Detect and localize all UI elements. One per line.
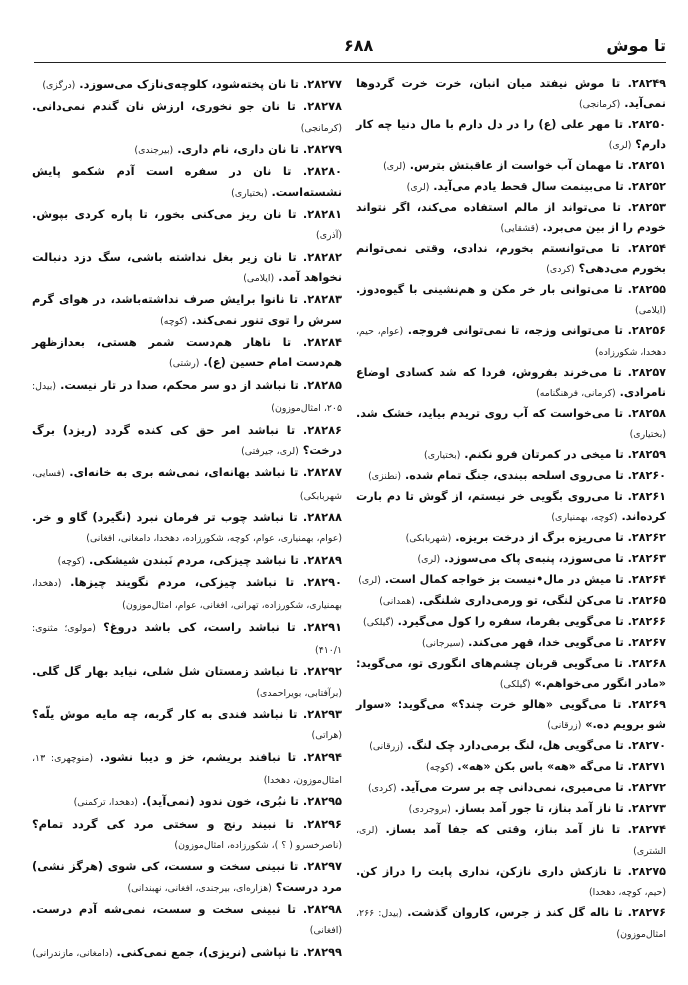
source-note: (بیرجندی) <box>134 145 174 157</box>
entry-number: ۲۸۲۷۱. <box>627 760 666 773</box>
page-number: ۶۸۸ <box>344 36 374 55</box>
proverb-entry <box>32 139 342 161</box>
source-note: (بیدل: ۲۶۶، امثال‌موزون) <box>356 908 666 940</box>
entry-number: ۲۸۲۵۱. <box>627 159 666 172</box>
proverb-entry <box>356 404 666 445</box>
proverb-entry <box>32 899 342 942</box>
proverb-entry <box>356 778 666 799</box>
proverb-entry <box>356 528 666 549</box>
proverb-text: تا می‌خواست که آب روی تریدم بیاید، خشک شد. <box>356 407 624 420</box>
proverb-text: تا می‌گویی بفرما، سفره را کول می‌گیرد. <box>397 615 624 628</box>
entry-number: ۲۸۲۷۴. <box>627 823 666 836</box>
proverb-text: تا نان داری، نام داری. <box>177 142 299 157</box>
entry-number: ۲۸۲۶۹. <box>627 698 666 711</box>
source-note: (آذری) <box>316 230 342 242</box>
proverb-text: تا می‌توانی وزجه، تا نمی‌توانی فروجه. <box>407 324 623 337</box>
right-column <box>356 74 666 945</box>
entry-number: ۲۸۲۶۰. <box>627 469 666 482</box>
proverb-entry <box>32 375 342 420</box>
proverb-entry <box>356 321 666 363</box>
source-note: (همدانی) <box>379 596 415 607</box>
source-note: (هزاره‌ای، بیرجندی، افغانی، نهبندانی) <box>127 882 272 894</box>
proverb-entry <box>32 204 342 247</box>
proverb-text: تا مهمان آب خواست از عاقبتش بترس. <box>409 159 624 172</box>
source-note: (فسایی، شهربابکی) <box>32 468 342 502</box>
proverb-entry <box>32 74 342 96</box>
source-note: (دامغانی، مازندرانی) <box>32 947 113 959</box>
proverb-text: تا نان در سفره است آدم شکمو پایش نشسته‌است. <box>32 164 342 199</box>
proverb-text: تا ناهار هم‌دست شمر هستی، بعدازظهر هم‌دست امام حسین (ع). <box>32 335 342 370</box>
proverb-entry <box>32 856 342 899</box>
proverb-entry <box>356 633 666 654</box>
entry-number: ۲۸۲۷۵. <box>627 865 666 878</box>
proverb-text: تا می‌گویی هل، لنگ برمی‌دارد چک لنگ. <box>407 739 624 752</box>
entry-number: ۲۸۲۵۰. <box>627 118 666 131</box>
proverb-text: تا نان پخته‌شود، کلوچه‌ی‌نازک می‌سوزد. <box>79 77 299 91</box>
proverb-entry <box>32 617 342 662</box>
entry-number: ۲۸۲۷۸. <box>302 99 342 114</box>
entry-number: ۲۸۲۵۲. <box>627 180 666 193</box>
source-note: (عوام، حیم، دهخدا، شکورزاده) <box>356 326 666 358</box>
source-note: (بختیاری) <box>629 429 666 440</box>
proverb-entry <box>356 549 666 570</box>
entry-number: ۲۸۲۸۸. <box>302 509 342 524</box>
source-note: (زرقانی) <box>547 720 582 731</box>
proverb-entry <box>356 487 666 528</box>
entry-number: ۲۸۲۹۴. <box>302 749 343 764</box>
source-note: (افغانی) <box>309 925 342 937</box>
entry-number: ۲۸۲۵۵. <box>627 283 666 296</box>
source-note: (هراتی) <box>311 730 342 742</box>
source-note: (کرمانجی) <box>579 99 621 110</box>
entry-number: ۲۸۲۹۰. <box>302 574 342 589</box>
proverb-text: تا نباشد از دو سر محکم، صدا در تار نیست. <box>60 377 299 392</box>
left-column <box>32 74 342 964</box>
proverb-entry <box>32 462 342 507</box>
proverb-text: تا موش نیفتد میان انبان، خرت خرت گردوها نمی‌آید. <box>356 77 666 110</box>
entry-number: ۲۸۲۸۰. <box>302 164 342 179</box>
page-header <box>34 36 666 64</box>
proverb-text: تا نبینی سخت و سست، نمی‌شه آدم درست. <box>32 902 296 917</box>
proverb-text: تا نباشد چیزکی، مردم نَبندن شیشکی. <box>89 552 299 567</box>
proverb-text: تا نباشد زمستان شل شلی، نیاید بهار گل گلی. <box>32 664 299 679</box>
proverb-text: تا نبیند رنج و سختی مرد کی گردد تمام؟ <box>32 816 294 831</box>
entry-number: ۲۸۲۹۹. <box>302 944 342 959</box>
proverb-entry <box>32 507 342 550</box>
proverb-text: تا نانوا برایش صرف نداشته‌باشد، در هوای گرم سرش را توی تنور نمی‌کند. <box>32 292 342 327</box>
entry-number: ۲۸۲۸۲. <box>302 249 342 264</box>
proverb-entry <box>356 74 666 115</box>
source-note: (گیلکی) <box>363 617 394 628</box>
source-note: (مولوی؛ مثنوی: ۴۱۰/۱) <box>32 622 342 656</box>
entry-number: ۲۸۲۶۱. <box>627 490 666 503</box>
entry-number: ۲۸۲۵۶. <box>627 324 666 337</box>
source-note: (کرمانجی) <box>300 122 342 134</box>
entry-number: ۲۸۲۵۸. <box>627 407 666 420</box>
proverb-entry <box>32 747 342 792</box>
proverb-entry <box>32 161 342 204</box>
entry-number: ۲۸۲۶۴. <box>627 573 666 586</box>
source-note: (سیرجانی) <box>421 638 465 649</box>
proverb-entry <box>356 903 666 945</box>
proverb-text: تا ناز آمد بناز، وقتی که جفا آمد بساز. <box>385 823 621 836</box>
proverb-entry <box>356 239 666 280</box>
source-note: (کوچه) <box>160 315 188 327</box>
entry-number: ۲۸۲۶۲. <box>627 531 666 544</box>
source-note: (ایلامی) <box>243 273 275 285</box>
proverb-text: تا نان ریز می‌کنی بخور، تا پاره کردی بپوش. <box>32 207 297 222</box>
proverb-text: تا نان جو نخوری، ارزش نان گندم نمی‌دانی. <box>32 99 296 114</box>
proverb-text: تا می‌خرند بفروش، فردا که شد کسادی اوضاع نامرادی. <box>356 366 666 399</box>
entry-number: ۲۸۲۹۸. <box>302 902 342 917</box>
entry-number: ۲۸۲۷۹. <box>302 142 342 157</box>
source-note: (لری) <box>417 554 441 565</box>
source-note: (کوچه) <box>57 555 86 567</box>
proverb-text: تا نباشد فندی به کار گربه، چه مایه موش یلّه؟ <box>32 706 298 721</box>
proverb-text: تا نباشد بهانه‌ای، نمی‌شه بری به خانه‌ای. <box>69 465 299 480</box>
header-rule <box>34 62 666 63</box>
proverb-text: تا نباشد امر حق کی کنده گردد (ریزد) برگ درخت؟ <box>32 422 342 457</box>
entry-number: ۲۸۲۷۰. <box>627 739 666 752</box>
entry-number: ۲۸۲۸۶. <box>302 422 342 437</box>
proverb-entry <box>356 115 666 156</box>
proverb-text: تا می‌توانی بار خر مکن و هم‌نشینی با گیوه‌دوز. <box>356 283 623 296</box>
proverb-text: تا می‌روی بگویی خر نیستم، از گوش تا دم بارت کرده‌اند. <box>356 490 666 523</box>
source-note: (لری) <box>358 575 381 586</box>
entry-number: ۲۸۲۶۶. <box>627 615 666 628</box>
proverb-entry <box>32 661 342 704</box>
proverb-entry <box>32 332 342 375</box>
source-note: (زرقانی) <box>369 741 404 752</box>
source-note: (کرمانی، فرهنگنامه) <box>536 388 616 399</box>
source-note: (منوچهری: ۱۳، امثال‌موزون، دهخدا) <box>32 752 342 786</box>
source-note: (لری) <box>383 161 406 172</box>
source-note: (درگزی) <box>42 80 76 91</box>
source-note: (بروجردی) <box>408 804 451 815</box>
source-note: (لری، جیرفتی) <box>241 445 299 457</box>
proverb-entry <box>356 654 666 695</box>
entry-number: ۲۸۲۸۴. <box>302 335 342 350</box>
proverb-entry <box>356 156 666 177</box>
proverb-entry <box>356 736 666 757</box>
proverb-entry <box>356 445 666 466</box>
proverb-entry <box>32 704 342 747</box>
source-note: (کردی) <box>368 783 397 794</box>
source-note: (لری) <box>406 182 430 193</box>
source-note: (بختیاری) <box>424 450 461 461</box>
entry-number: ۲۸۲۹۲. <box>302 664 342 679</box>
proverb-entry <box>32 550 342 572</box>
proverb-entry <box>356 695 666 736</box>
source-note: (بیدل: ۲۰۵، امثال‌موزون) <box>32 380 342 415</box>
entry-number: ۲۸۲۷۲. <box>627 781 666 794</box>
entry-number: ۲۸۲۷۳. <box>627 802 666 815</box>
source-note: (رشتی) <box>169 358 200 370</box>
proverb-entry <box>32 572 342 617</box>
source-note: (ناصرخسرو ( ؟ )، شکورزاده، امثال‌موزون) <box>174 840 342 852</box>
source-note: (دهخدا، ترکمنی) <box>73 797 138 809</box>
entry-number: ۲۸۲۸۵. <box>302 377 342 392</box>
proverb-text: تا می‌گویی قربان چشم‌های انگوری تو، می‌گوید: «مادر انگور می‌خواهم.» <box>356 657 666 690</box>
proverb-text: تا نباشد چوب تر فرمان نبرد (نگیرد) گاو و خر. <box>32 509 298 524</box>
source-note: (لری) <box>608 140 632 151</box>
proverb-text: تا ناز آمد بناز، تا جور آمد بساز. <box>454 802 624 815</box>
entry-number: ۲۸۲۶۵. <box>627 594 666 607</box>
source-note: (عوام، بهمنیاری، عوام، کوچه، شکورزاده، دهخدا، دامغانی، افغانی) <box>86 533 342 545</box>
proverb-text: تا می‌گویی خدا، قهر می‌کند. <box>468 636 624 649</box>
proverb-text: تا می‌کن لنگی، تو ورمی‌داری شلنگی. <box>418 594 624 607</box>
entry-number: ۲۸۲۷۶. <box>627 906 666 919</box>
proverb-text: تا می‌میری، نمی‌دانی چه بر سرت می‌آید. <box>400 781 624 794</box>
proverb-entry <box>32 814 342 857</box>
proverb-text: تا نان زیر بغل نداشته باشی، سگ دزد دنبالت نخواهد آمد. <box>32 249 342 285</box>
proverb-text: تا ناله گل کند ز جرس، کاروان گذشت. <box>407 906 623 919</box>
proverb-entry <box>356 280 666 321</box>
entry-number: ۲۸۲۹۱. <box>302 619 342 634</box>
proverb-text: تا میخی در کمرتان فرو نکنم. <box>464 448 624 461</box>
proverb-entry <box>356 820 666 862</box>
proverb-text: تا می‌بینمت سال قحط یادم می‌آید. <box>433 180 624 193</box>
source-note: (بختیاری) <box>231 187 268 199</box>
entry-number: ۲۸۲۶۸. <box>627 657 666 670</box>
proverb-entry <box>32 791 342 813</box>
proverb-text: تا نپاشی (نریزی)، جمع نمی‌کنی. <box>116 944 299 959</box>
source-note: (کوچه) <box>426 762 454 773</box>
entry-number: ۲۸۲۸۷. <box>302 465 342 480</box>
entry-number: ۲۸۲۴۹. <box>627 77 666 90</box>
entry-number: ۲۸۲۸۹. <box>302 552 342 567</box>
proverb-entry <box>32 289 342 332</box>
proverb-entry <box>356 177 666 198</box>
entry-number: ۲۸۲۹۵. <box>302 794 342 809</box>
source-note: (ایلامی) <box>635 305 666 316</box>
proverb-entry <box>356 799 666 820</box>
source-note: (دهخدا، بهمنیاری، شکورزاده، تهرانی، افغانی، عوام، امثال‌موزون) <box>32 577 342 612</box>
proverb-entry <box>356 757 666 778</box>
proverb-text: تا می‌گه «هه» باس بکن «هه». <box>457 760 624 773</box>
proverb-text: تا می‌روی اسلحه ببندی، جنگ تمام شده. <box>404 469 624 482</box>
source-note: (شهربابکی) <box>405 533 452 544</box>
source-note: (گیلکی) <box>499 679 531 690</box>
proverb-text: تا نبینی سخت و سست، کی شوی (هرگز نشی) مرد درست؟ <box>32 859 342 894</box>
source-note: (کردی) <box>546 264 575 275</box>
proverb-entry <box>32 96 342 139</box>
source-note: (کوچه، بهمنیاری) <box>551 512 618 523</box>
proverb-text: تا نباشد راست، کی باشد دروغ؟ <box>103 619 296 634</box>
source-note: (برآفتابی، بویراحمدی) <box>256 687 342 699</box>
entry-number: ۲۸۲۵۹. <box>627 448 666 461</box>
proverb-text: تا می‌گویی «هالو خرت چند؟» می‌گوید: «سوار شو برویم ده.» <box>356 698 666 731</box>
proverb-text: تا می‌توانستم بخورم، ندادی، وقتی نمی‌توانم بخورم می‌دهی؟ <box>356 242 666 275</box>
entry-number: ۲۸۲۶۳. <box>627 552 666 565</box>
entry-number: ۲۸۲۵۳. <box>627 201 666 214</box>
source-note: (لری، الشتری) <box>356 825 666 857</box>
proverb-entry <box>32 247 342 290</box>
entry-number: ۲۸۲۸۳. <box>302 292 342 307</box>
proverb-entry <box>356 466 666 487</box>
proverb-entry <box>356 862 666 903</box>
proverb-entry <box>356 612 666 633</box>
proverb-text: تا نباشد چیزکی، مردم نگویند چیزها. <box>70 574 295 589</box>
entry-number: ۲۸۲۷۷. <box>302 77 342 91</box>
entry-number: ۲۸۲۹۳. <box>302 706 342 721</box>
proverb-entry <box>356 198 666 239</box>
entry-number: ۲۸۲۹۷. <box>302 859 342 874</box>
entry-number: ۲۸۲۵۴. <box>627 242 666 255</box>
proverb-text: تا مهر علی (ع) را در دل دارم با مال دنیا چه کار دارم؟ <box>356 118 666 151</box>
entry-number: ۲۸۲۸۱. <box>302 207 342 222</box>
proverb-text: تا می‌ریزه برگ از درخت بریزه. <box>455 531 624 544</box>
proverb-entry <box>32 942 342 964</box>
entry-number: ۲۸۲۹۶. <box>302 816 342 831</box>
proverb-text: تا نازکش داری نازکن، نداری پایت را دراز کن. <box>356 865 622 878</box>
running-head: تا موش <box>606 36 666 55</box>
proverb-text: تا می‌تواند از مالم استفاده می‌کند، اگر نتواند خودم را از بین می‌برد. <box>356 201 666 234</box>
proverb-entry <box>356 591 666 612</box>
proverb-entry <box>356 570 666 591</box>
proverb-text: تا میش در مال•نیست بز خواجه کمال است. <box>384 573 624 586</box>
proverb-entry <box>356 363 666 404</box>
proverb-text: تا می‌سوزد، پنبه‌ی پاک می‌سوزد. <box>444 552 624 565</box>
source-note: (قشقایی) <box>500 223 539 234</box>
proverb-entry <box>32 420 342 463</box>
entry-number: ۲۸۲۶۷. <box>627 636 666 649</box>
proverb-text: تا نبُری، خون ندود (نمی‌آید). <box>141 794 299 809</box>
entry-number: ۲۸۲۵۷. <box>627 366 667 379</box>
proverb-text: تا نبافند بریشم، خز و دیبا نشود. <box>99 749 297 764</box>
source-note: (نطنزی) <box>368 471 402 482</box>
source-note: (حیم، کوچه، دهخدا) <box>588 887 666 898</box>
